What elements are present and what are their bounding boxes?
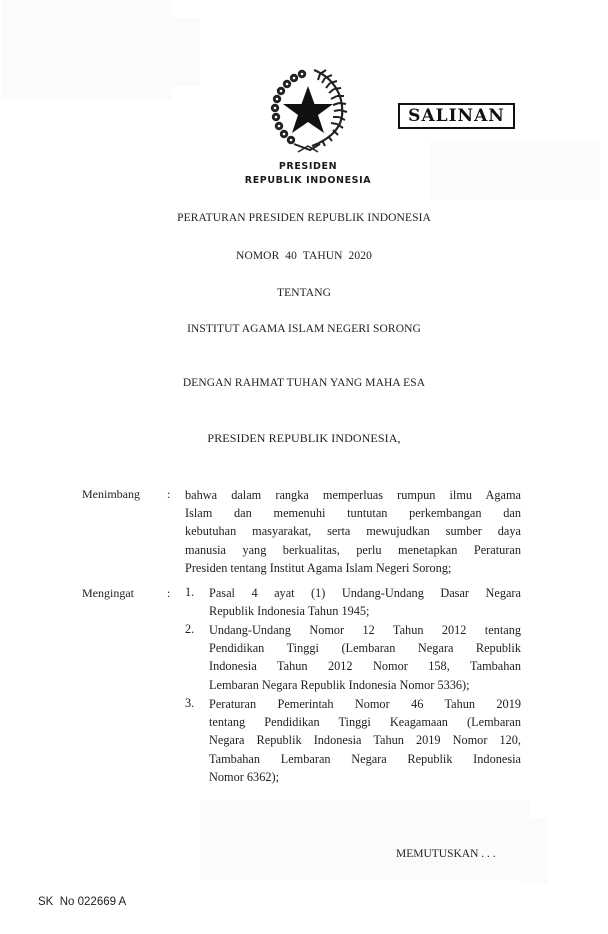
- mengingat-item-2: [209, 621, 521, 694]
- mengingat-item-3: [209, 695, 521, 786]
- regulation-subject: INSTITUT AGAMA ISLAM NEGERI SORONG: [187, 323, 421, 335]
- text-line: Indonesia Tahun 2012 Nomor 158, Tambahan: [209, 659, 521, 674]
- text-line: kebutuhan masyarakat, serta mewujudkan sumber daya: [185, 524, 521, 539]
- text-line: Lembaran Negara Republik Indonesia Nomor 5336);: [209, 677, 470, 692]
- text-line: tentang Pendidikan Tinggi Keagamaan (Lembaran: [209, 715, 521, 730]
- institution-line-presiden: PRESIDEN: [278, 161, 338, 172]
- scan-artifact: [430, 140, 600, 200]
- text-line: Nomor 6362);: [209, 769, 280, 784]
- text-line: Negara Republik Indonesia Tahun 2019 Nomor 120,: [209, 733, 521, 748]
- menimbang-colon: :: [167, 487, 171, 501]
- text-line: Tambahan Lembaran Negara Republik Indonesia: [209, 751, 521, 766]
- item-number: 2.: [185, 622, 195, 636]
- regulation-title: PERATURAN PRESIDEN REPUBLIK INDONESIA: [177, 212, 431, 224]
- mengingat-item-1: [209, 584, 521, 620]
- item-number: 1.: [185, 585, 195, 599]
- text-line: manusia yang berkualitas, perlu menetapkan Peraturan: [185, 542, 521, 557]
- text-line: Presiden tentang Institut Agama Islam Negeri Sorong;: [185, 560, 452, 575]
- text-line: Islam dan memenuhi tuntutan perkembangan dan: [185, 506, 521, 521]
- salinan-stamp: SALINAN: [398, 103, 515, 129]
- mengingat-label: Mengingat: [82, 586, 134, 600]
- text-line: Peraturan Pemerintah Nomor 46 Tahun 2019: [209, 697, 521, 711]
- mengingat-colon: :: [167, 586, 171, 600]
- text-line: bahwa dalam rangka memperluas rumpun ilmu Agama: [185, 488, 521, 502]
- serial-number: SK No 022669 A: [38, 896, 127, 908]
- tentang-label: TENTANG: [276, 287, 332, 299]
- text-line: Undang-Undang Nomor 12 Tahun 2012 tentang: [209, 623, 521, 637]
- institution-line-republik: REPUBLIK INDONESIA: [244, 175, 372, 186]
- item-number: 3.: [185, 696, 195, 710]
- invocation: DENGAN RAHMAT TUHAN YANG MAHA ESA: [182, 377, 426, 389]
- text-line: Republik Indonesia Tahun 1945;: [209, 604, 370, 619]
- text-line: Pasal 4 ayat (1) Undang-Undang Dasar Negara: [209, 586, 521, 600]
- presidential-seal-icon: [262, 66, 352, 154]
- authority-line: PRESIDEN REPUBLIK INDONESIA,: [207, 431, 401, 445]
- scan-artifact: [125, 18, 200, 86]
- continuation-marker: MEMUTUSKAN . . .: [396, 848, 496, 860]
- regulation-number: NOMOR 40 TAHUN 2020: [236, 250, 372, 262]
- text-line: Pendidikan Tinggi (Lembaran Negara Republik: [209, 641, 521, 656]
- scan-artifact: [200, 800, 530, 880]
- scan-artifact: [520, 818, 548, 884]
- menimbang-text: [185, 486, 521, 577]
- menimbang-label: Menimbang: [82, 487, 140, 501]
